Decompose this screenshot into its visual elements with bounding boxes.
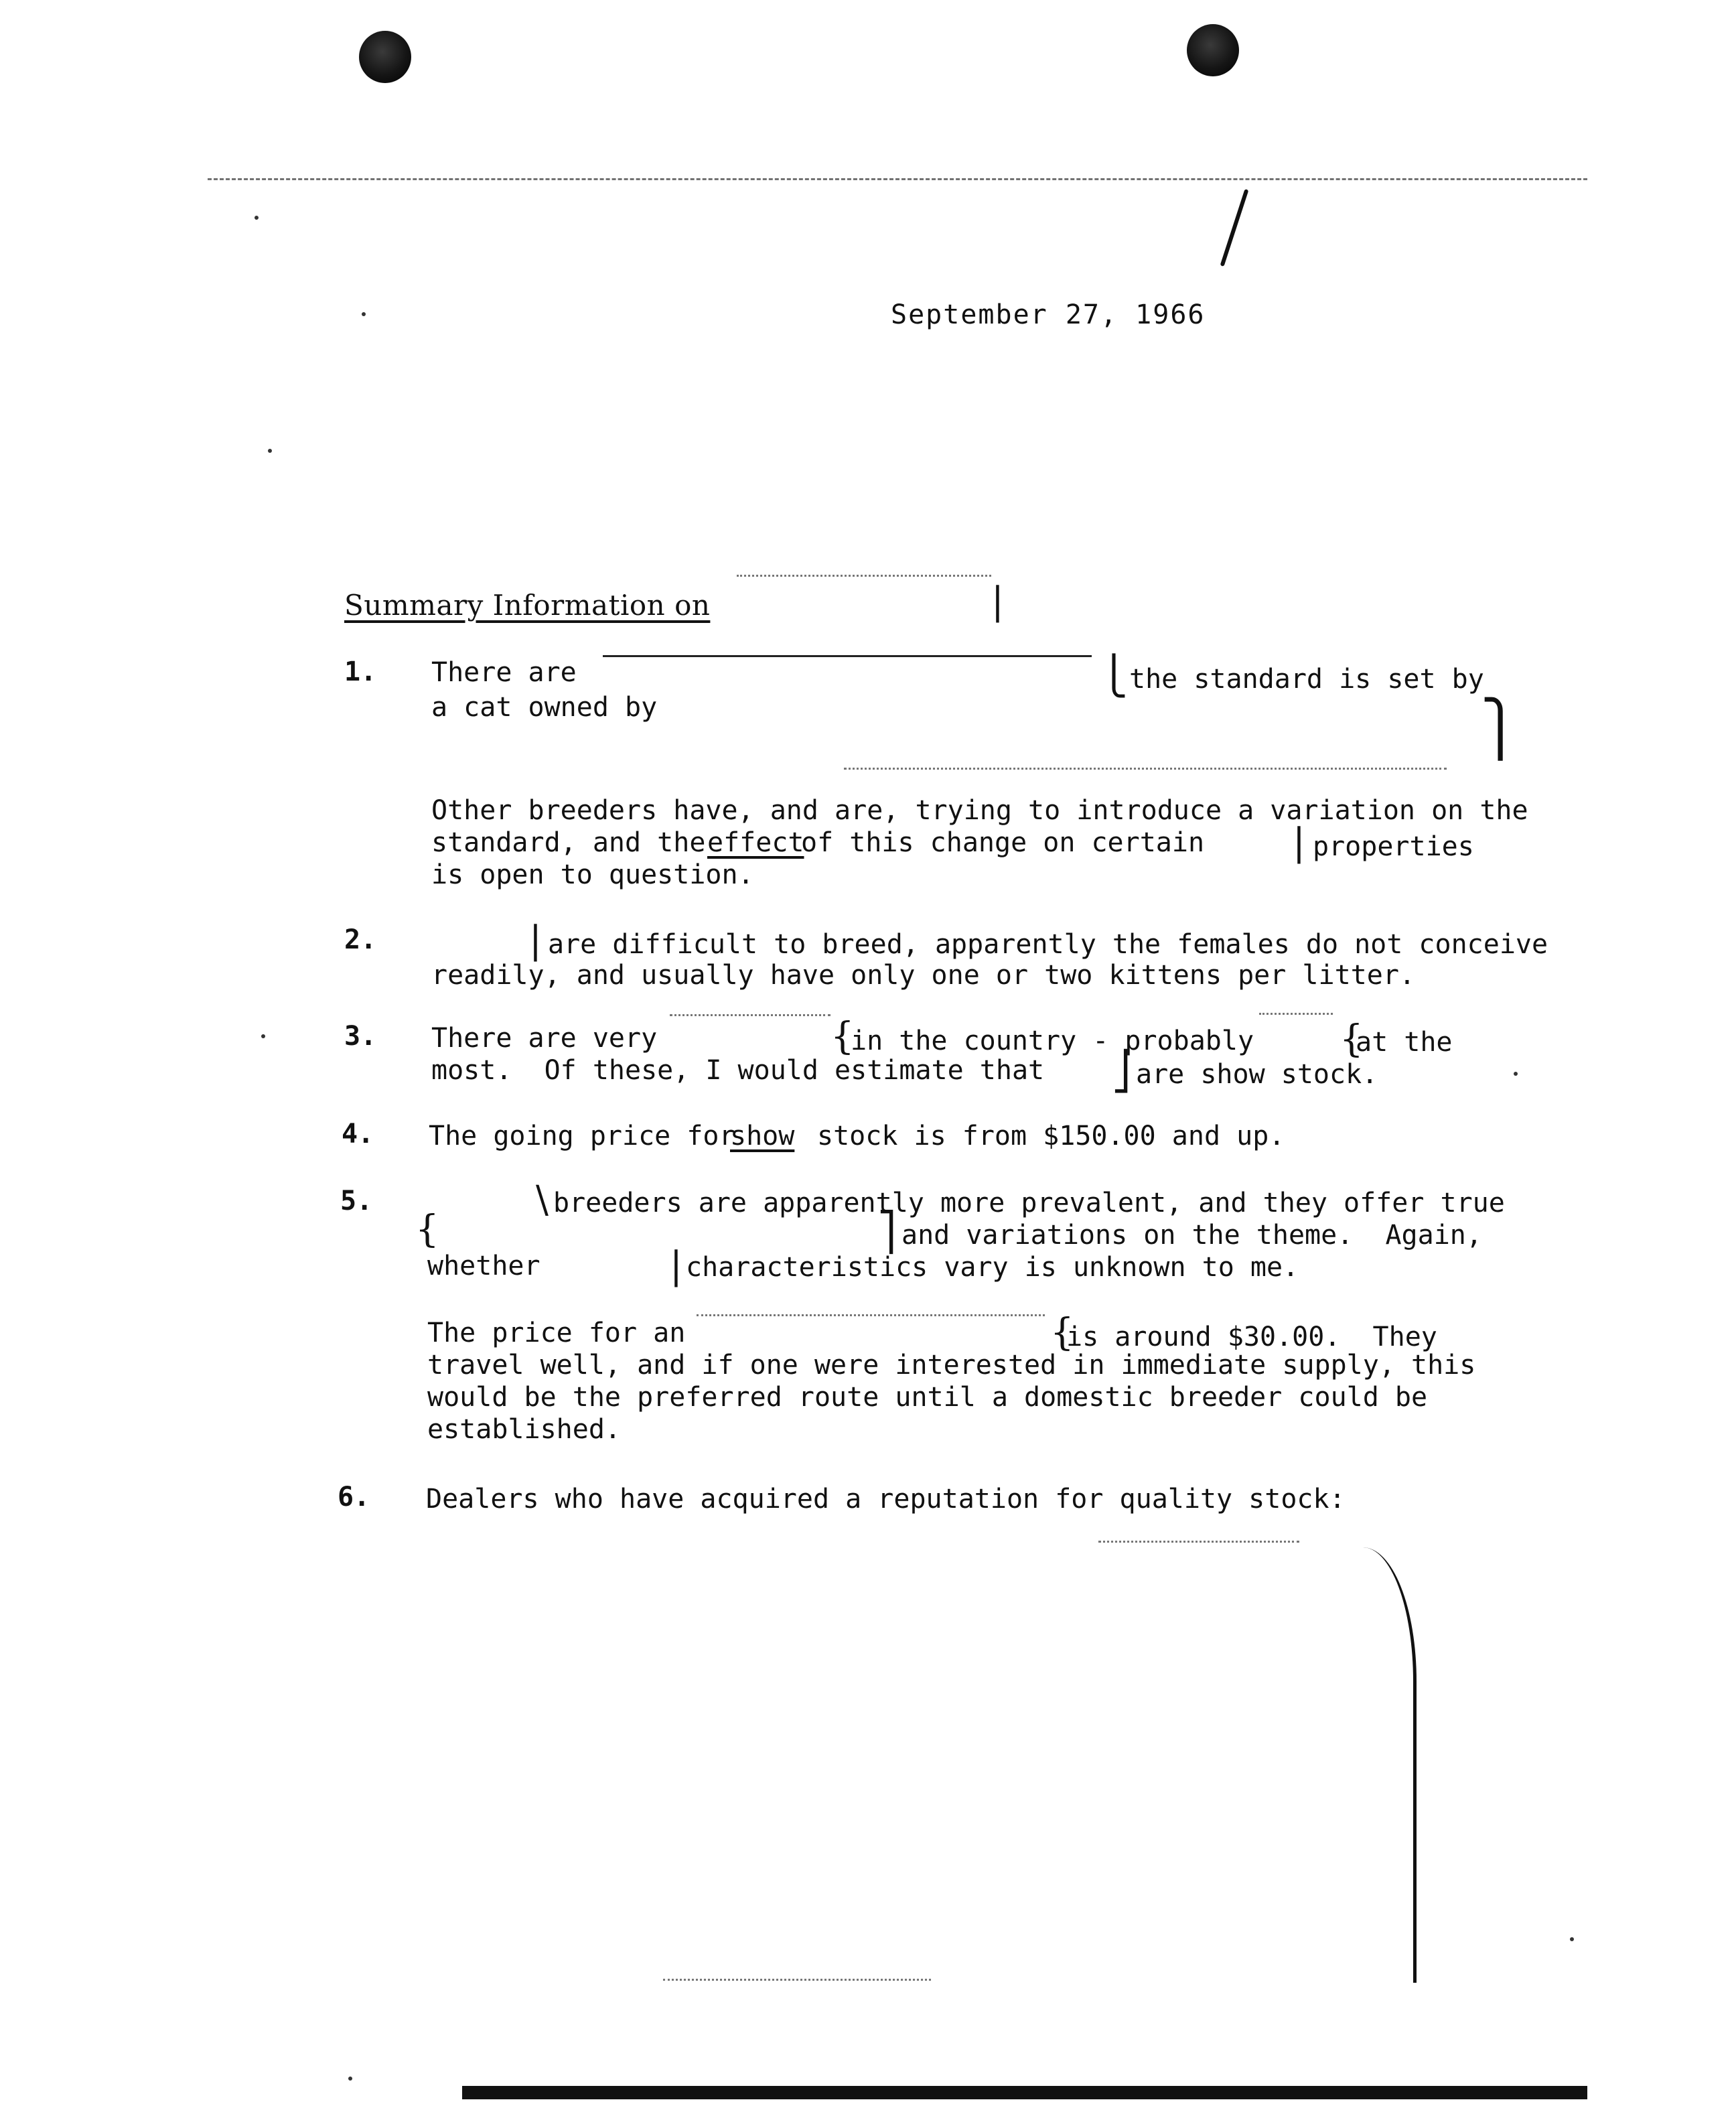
item-1-line-3: a cat owned by	[431, 692, 658, 723]
item-1-line-1: There are	[431, 657, 577, 688]
top-dashed-rule	[208, 178, 1587, 180]
item-5-para-2-line-4: established.	[427, 1414, 621, 1445]
item-4-underlined-word: show	[730, 1121, 795, 1151]
redaction-bracket: |	[670, 1244, 682, 1287]
item-2-line-1: are difficult to breed, apparently the females do not conceive	[548, 929, 1548, 960]
item-6-line-1: Dealers who have acquired a reputation for quality stock:	[426, 1484, 1346, 1515]
redaction-bracket: ⎩	[1100, 654, 1128, 698]
scan-speck	[255, 216, 259, 220]
item-number: 1.	[344, 656, 377, 687]
redaction-bracket: ⎫	[1480, 697, 1520, 760]
redaction-dots	[1098, 1541, 1299, 1543]
item-3-line-1b: in the country - probably	[851, 1026, 1254, 1056]
item-5-line-3a: whether	[427, 1251, 540, 1281]
item-number: 2.	[344, 924, 377, 955]
item-3-line-2a: most. Of these, I would estimate that	[431, 1055, 1045, 1086]
item-1-line-2: the standard is set by	[1129, 664, 1484, 695]
item-1-para-2-line-1: Other breeders have, and are, trying to introduce a variation on the	[431, 795, 1528, 826]
redaction-bracket: {	[1050, 1311, 1074, 1354]
redaction-bracket: |	[529, 918, 542, 962]
item-1-para-2-underlined-word: effect	[707, 827, 804, 858]
punch-hole-left	[359, 31, 411, 83]
redaction-dots	[670, 1014, 830, 1016]
redaction-dots	[737, 575, 991, 577]
redaction-bracket: |	[1293, 821, 1305, 864]
item-number: 5.	[340, 1186, 373, 1216]
large-redaction-bracket	[1360, 1547, 1417, 1983]
scan-speck	[362, 312, 366, 316]
redaction-bracket: {	[830, 1015, 855, 1058]
redaction-dots	[663, 1979, 931, 1981]
redaction-bracket: \	[536, 1178, 549, 1222]
item-1-para-2-line-2b: of this change on certain	[801, 827, 1205, 858]
item-3-line-2b: are show stock.	[1136, 1059, 1378, 1090]
bottom-scan-edge	[462, 2086, 1587, 2099]
item-number: 3.	[344, 1021, 377, 1052]
scan-speck	[1514, 1072, 1518, 1076]
item-number: 6.	[338, 1482, 370, 1513]
handwritten-slash-mark	[1220, 189, 1249, 267]
item-5-line-2: and variations on the theme. Again,	[901, 1220, 1482, 1251]
item-1-para-2-line-2a: standard, and the	[431, 827, 706, 858]
item-5-line-1: breeders are apparently more prevalent, and they offer true	[553, 1188, 1505, 1218]
scan-speck	[1570, 1937, 1574, 1941]
item-3-line-1c: at the	[1356, 1027, 1453, 1058]
redaction-arrow	[603, 655, 1092, 657]
item-1-para-2-line-2c: properties	[1313, 831, 1474, 862]
item-number: 4.	[342, 1119, 374, 1149]
redaction-bracket: {	[1340, 1018, 1364, 1061]
redaction-bracket: |	[991, 579, 1004, 623]
item-4-line-b: stock is from $150.00 and up.	[817, 1121, 1285, 1151]
item-3-line-1a: There are very	[431, 1023, 658, 1054]
item-1-para-2-line-3: is open to question.	[431, 859, 754, 890]
scan-speck	[261, 1034, 265, 1038]
item-2-line-2: readily, and usually have only one or two kittens per litter.	[431, 960, 1416, 991]
item-4-line-a: The going price for	[429, 1121, 735, 1151]
document-date: September 27, 1966	[891, 299, 1206, 330]
item-5-para-2-line-3: would be the preferred route until a domestic breeder could be	[427, 1382, 1428, 1413]
redaction-dots	[697, 1314, 1045, 1316]
scan-speck	[268, 449, 272, 453]
item-5-para-2-line-1a: The price for an	[427, 1318, 686, 1348]
redaction-bracket: {	[415, 1208, 439, 1251]
document-heading: Summary Information on	[344, 589, 711, 622]
item-5-para-2-line-1b: is around $30.00. They	[1066, 1322, 1437, 1352]
item-5-para-2-line-2: travel well, and if one were interested in immediate supply, this	[427, 1350, 1476, 1381]
scan-speck	[348, 2077, 352, 2081]
redaction-dots	[844, 768, 1447, 770]
item-5-line-3b: characteristics vary is unknown to me.	[686, 1252, 1299, 1283]
redaction-bracket: ⎤	[877, 1210, 896, 1254]
redaction-dots	[1259, 1013, 1333, 1015]
redaction-bracket: ⎦	[1112, 1050, 1131, 1093]
punch-hole-right	[1187, 24, 1239, 76]
